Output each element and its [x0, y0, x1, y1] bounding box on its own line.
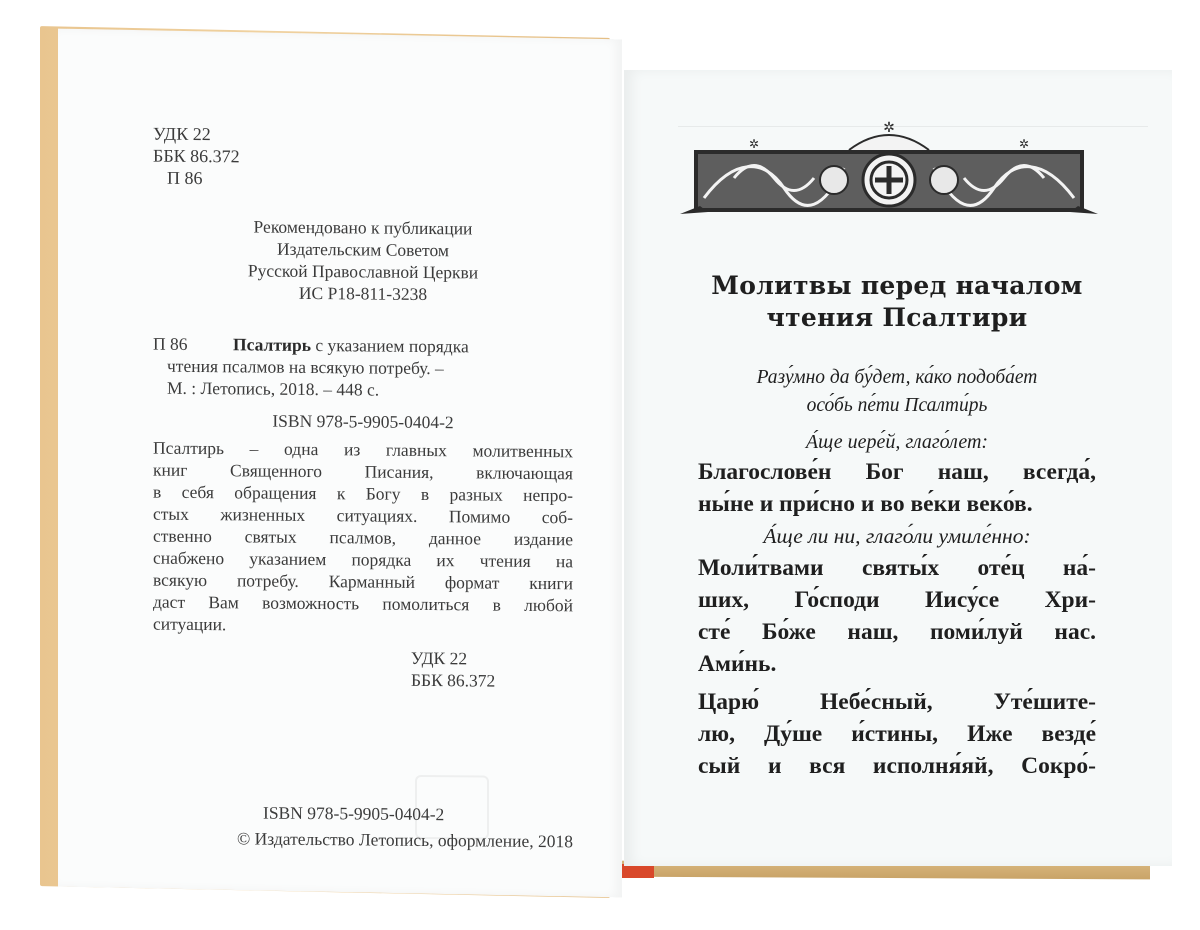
biblio-text: чтения псалмов на всякую потребу. – [167, 355, 444, 379]
annotation-line: в себя обращения к Богу в разных непро- [153, 481, 573, 506]
annotation-line: даст Вам возможность помолиться в любой [153, 591, 573, 616]
annotation-line: ситуации. [153, 613, 227, 635]
author-mark: П 86 [167, 167, 203, 189]
bibliographic-record [153, 333, 573, 403]
isbn: ISBN 978-5-9905-0404-2 [272, 410, 454, 433]
annotation-line: всякую потребу. Карманный формат книги [153, 569, 573, 594]
annotation-line: книг Священного Писания, включающая [153, 459, 573, 484]
prayer-line: лю, Ду́ше и́стины, Иже везде́ [698, 721, 1096, 747]
prayer-line: сый и вся исполня́яй, Сокро́- [698, 753, 1096, 779]
prayer-jesus [698, 552, 1096, 680]
intro-rubric [698, 364, 1096, 420]
isbn: ISBN 978-5-9905-0404-2 [263, 802, 445, 825]
right-page [624, 70, 1172, 866]
prayer-line: ших, Го́споди Иису́се Хри- [698, 587, 1096, 613]
prayer-line: сте́ Бо́же наш, поми́луй нас. [698, 619, 1096, 645]
prayer-heavenly-king [698, 686, 1096, 782]
recommendation-line: Издательским Советом [277, 238, 449, 261]
udk-code: УДК 22 [153, 123, 211, 145]
title-line: чтения Псалтири [766, 303, 1028, 332]
copyright-notice: © Издательство Летопись, оформление, 2018 [237, 828, 573, 852]
svg-text:✲: ✲ [748, 137, 760, 151]
page-footer [153, 801, 573, 853]
bbk-code: ББК 86.372 [153, 145, 240, 167]
prayer-line: Моли́твами святы́х оте́ц на́- [698, 555, 1096, 581]
annotation-line: Псалтирь – одна из главных молитвенных [153, 437, 573, 462]
annotation [153, 437, 573, 639]
bbk-code: ББК 86.372 [411, 669, 496, 691]
annotation-line: снабжено указанием порядка их чтения на [153, 547, 573, 572]
lay-rubric: А́ще ли ни, глаго́ли умиле́нно: [763, 524, 1031, 548]
intro-line: Разу́мно да бу́дет, ка́ко подоба́ет [756, 367, 1038, 388]
book-title: Псалтирь [233, 334, 311, 355]
recommendation-line: Рекомендовано к публикации [253, 216, 473, 239]
classification-codes [153, 123, 573, 193]
left-page [58, 29, 622, 898]
priest-rubric: А́ще иере́й, глаго́лет: [805, 431, 989, 453]
classification-codes-bottom [411, 647, 573, 692]
prayer-line: Царю́ Небе́сный, Уте́шите- [698, 689, 1096, 715]
title-line: Молитвы перед началом [711, 271, 1083, 300]
udk-code: УДК 22 [411, 647, 468, 669]
svg-text:✲: ✲ [883, 121, 895, 136]
prayer-text [698, 270, 1096, 782]
biblio-publisher: М. : Летопись, 2018. – 448 с. [167, 377, 380, 400]
recommendation-line: Русской Православной Церкви [247, 260, 479, 283]
blessing-line: ны́не и при́сно и во ве́ки веко́в. [698, 491, 1033, 517]
blessing-text [698, 456, 1096, 520]
annotation-line: ственно святых псалмов, данное издание [153, 525, 573, 550]
intro-line: осо́бь пе́ти Псалти́рь [806, 395, 988, 416]
recommendation-block [153, 215, 573, 307]
annotation-line: стых жизненных ситуациях. Помимо соб- [153, 503, 573, 528]
biblio-code: П 86 [153, 333, 188, 354]
blessing-line: Благослове́н Бог наш, всегда́, [698, 459, 1096, 485]
ornamental-headpiece-icon [674, 118, 1104, 228]
chapter-title [698, 270, 1096, 334]
biblio-text: с указанием порядка [310, 334, 469, 357]
svg-text:✲: ✲ [1018, 137, 1030, 151]
council-number: ИС Р18-811-3238 [298, 282, 428, 305]
prayer-line: Ами́нь. [698, 651, 777, 677]
copyright-page-content [153, 123, 573, 852]
